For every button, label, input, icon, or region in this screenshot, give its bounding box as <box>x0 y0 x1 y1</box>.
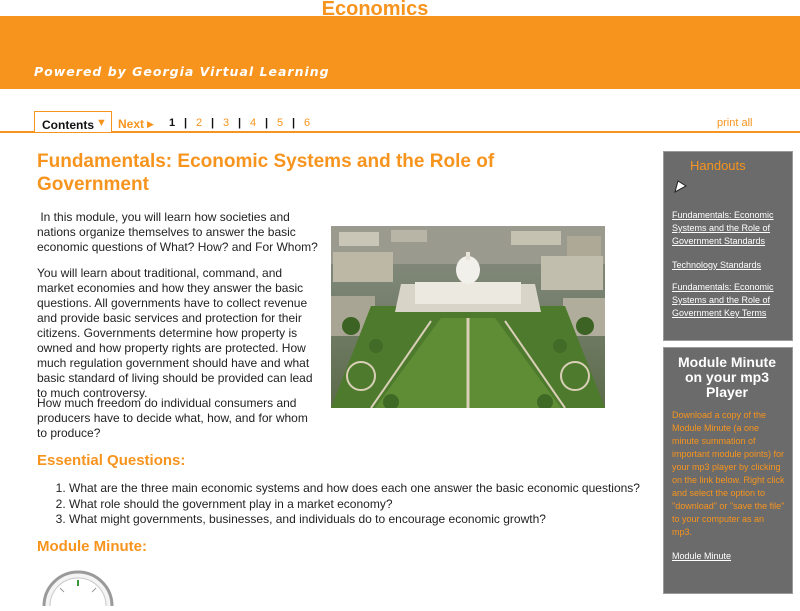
essential-questions-list <box>37 481 669 528</box>
capitol-aerial-photo <box>331 226 605 408</box>
essential-questions-heading: Essential Questions: <box>37 452 186 469</box>
page-separator: | <box>210 117 215 129</box>
intro-paragraph: In this module, you will learn how societies and nations organize themselves to answer the basic economic questions of What? How? and For Whom? <box>37 210 318 254</box>
module-minute-description: Download a copy of the Module Minute (a one minute summation of important module points) for your mp3 player by clicking on the link below. Right click and select the option to "download" or "save the file" to your computer as an mp3. <box>672 410 785 537</box>
nav-divider <box>0 131 800 133</box>
list-item: 3. What might governments, businesses, and individuals do to encourage economic growth? <box>69 512 669 528</box>
list-item: 2. What role should the government play in a market economy? <box>69 497 669 513</box>
page-navigation <box>166 117 313 129</box>
handout-link-key-terms[interactable]: Fundamentals: Economic Systems and the Role of Government Key Terms <box>672 282 774 318</box>
site-title: Economics <box>321 0 429 16</box>
page-title: Fundamentals: Economic Systems and the Role of Government <box>37 151 495 195</box>
page-link-3[interactable]: 3 <box>222 117 230 129</box>
page-separator: | <box>291 117 296 129</box>
handouts-title: Handouts <box>690 158 746 173</box>
handout-link-technology-standards[interactable]: Technology Standards <box>672 260 762 270</box>
module-minute-panel-title: Module Minute on your mp3 Player <box>678 354 776 400</box>
contents-label[interactable]: Contents <box>42 118 94 132</box>
next-link[interactable]: Next <box>118 117 145 131</box>
powered-by-text: Powered by Georgia Virtual Learning <box>34 64 330 79</box>
cursor-icon <box>672 176 688 194</box>
body-paragraph: You will learn about traditional, command, and market economies and how they answer the basic questions. All governments have to collect revenue and provide basic services and protection for their citizens. Governments determine how property is owned and how property rights are protected. How much regulation government should have and what basic standard of living should be provided can lead to much controversy. <box>37 266 313 400</box>
print-all-link[interactable]: print all <box>717 117 753 129</box>
page-link-5[interactable]: 5 <box>276 117 284 129</box>
play-arrow-icon[interactable]: ▶ <box>147 119 154 129</box>
handout-link-standards[interactable]: Fundamentals: Economic Systems and the Role of Government Standards <box>672 210 774 246</box>
page-link-6[interactable]: 6 <box>303 117 311 129</box>
page-separator: | <box>237 117 242 129</box>
body-paragraph: How much freedom do individual consumers and producers have to decide what, how, and for whom to produce? <box>37 396 308 440</box>
page-link-4[interactable]: 4 <box>249 117 257 129</box>
module-minute-heading: Module Minute: <box>37 538 147 555</box>
chevron-down-icon[interactable]: ▼ <box>96 117 107 129</box>
list-item: 1. What are the three main economic systems and how does each one answer the basic economic questions? <box>69 481 669 497</box>
page-separator: | <box>183 117 188 129</box>
page-link-1[interactable]: 1 <box>168 117 176 129</box>
page-separator: | <box>264 117 269 129</box>
stopwatch-icon[interactable] <box>40 566 116 606</box>
page-link-2[interactable]: 2 <box>195 117 203 129</box>
module-minute-link[interactable]: Module Minute <box>672 551 732 561</box>
